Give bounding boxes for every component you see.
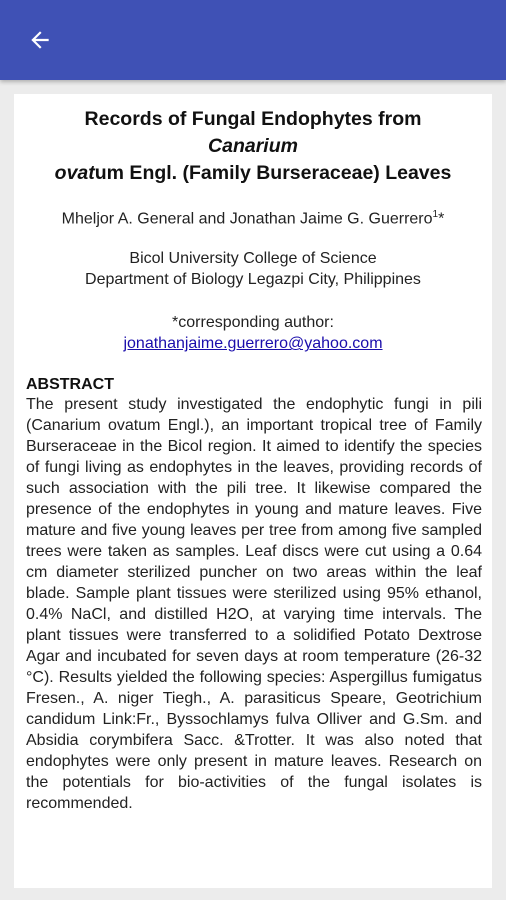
paper-title <box>14 106 492 187</box>
title-line-3-italic: ovat <box>54 162 95 184</box>
abstract-text: The present study investigated the endophytic fungi in pili (Canarium ovatum Engl.), an important tropical tree of Family Burseraceae in the Bicol region. It aimed to identify the species of fungi living as endophytes in the leaves, providing records of such association with the pili tree. It likewise compared the presence of the endophytes in young and mature leaves. Five mature and five young leaves per tree from among five sampled trees were taken as samples. Leaf discs were cut using a 0.64 cm diameter sterilized puncher on two areas within the leaf blade. Sample plant tissues were sterilized using 95% ethanol, 0.4% NaCl, and distilled H2O, at varying time intervals. The plant tissues were transferred to a solidified Potato Dextrose Agar and incubated for seven days at room temperature (26-32 °C). Results yielded the following species: Aspergillus fumigatus Fresen., A. niger Tiegh., A. parasiticus Speare, Geotrichium candidum Link:Fr., Byssochlamys fulva Olliver and G.Sm. and Absidia corymbifera Sacc. &Trotter. It was also noted that endophytes were only present in mature leaves. Research on the potentials for bio-activities of the fungal isolates is recommended. <box>26 396 482 813</box>
affiliation-line-1: Bicol University College of Science <box>129 250 377 268</box>
corresponding-label: *corresponding author: <box>172 314 334 332</box>
title-line-3-rest: um Engl. (Family Burseraceae) Leaves <box>94 162 452 184</box>
author-superscript: 1 <box>432 209 439 220</box>
app-bar <box>0 0 506 80</box>
abstract-heading: ABSTRACT <box>26 376 114 394</box>
email-link[interactable]: jonathanjaime.guerrero@yahoo.com <box>123 335 383 353</box>
affiliation <box>14 248 492 290</box>
title-line-1: Records of Fungal Endophytes from <box>84 108 422 130</box>
affiliation-line-2: Department of Biology Legazpi City, Philippines <box>85 271 421 289</box>
authors <box>14 209 492 228</box>
title-line-3 <box>14 160 492 187</box>
title-line-2: Canarium <box>208 135 298 157</box>
back-button[interactable] <box>12 12 68 68</box>
arrow-left-icon <box>27 27 53 53</box>
author-star: * <box>438 210 445 228</box>
corresponding-author <box>14 312 492 354</box>
document-card <box>14 94 492 888</box>
author-names: Mheljor A. General and Jonathan Jaime G. Guerrero <box>61 210 433 228</box>
